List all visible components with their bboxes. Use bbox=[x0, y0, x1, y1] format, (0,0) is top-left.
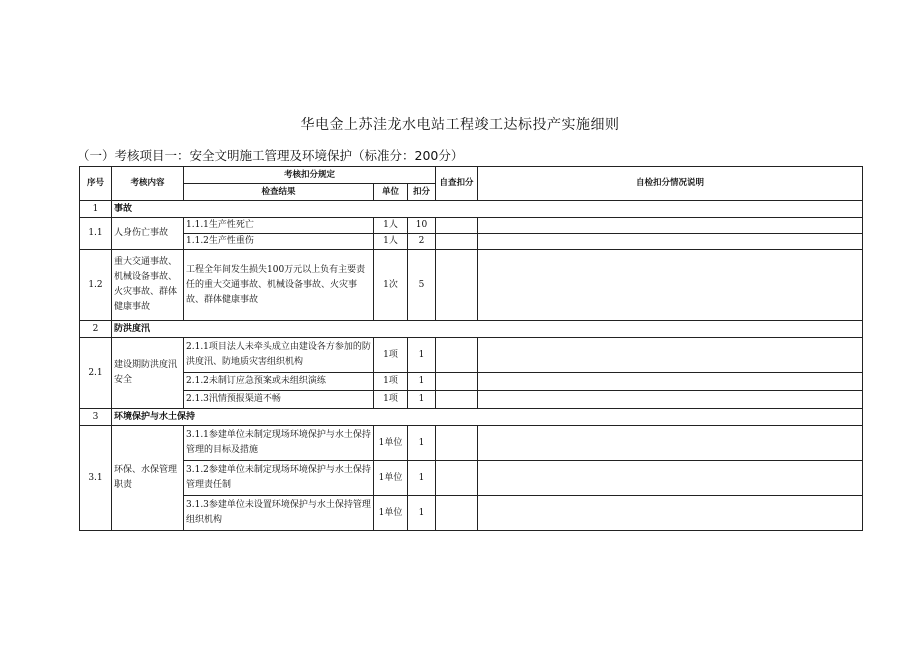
self-deduct-cell[interactable] bbox=[436, 338, 478, 373]
header-seq: 序号 bbox=[80, 167, 112, 201]
self-note-cell[interactable] bbox=[478, 234, 863, 250]
header-self-deduct: 自查扣分 bbox=[436, 167, 478, 201]
deduct-cell: 2 bbox=[408, 234, 436, 250]
header-rules: 考核扣分规定 bbox=[184, 167, 436, 184]
deduct-cell: 1 bbox=[408, 461, 436, 496]
unit-cell: 1单位 bbox=[374, 461, 408, 496]
header-result: 检查结果 bbox=[184, 184, 374, 201]
group-number: 2 bbox=[80, 321, 112, 338]
self-deduct-cell[interactable] bbox=[436, 234, 478, 250]
check-result: 3.1.1参建单位未制定现场环境保护与水土保持管理的目标及措施 bbox=[184, 426, 374, 461]
unit-cell: 1项 bbox=[374, 373, 408, 391]
self-note-cell[interactable] bbox=[478, 461, 863, 496]
header-deduct: 扣分 bbox=[408, 184, 436, 201]
self-note-cell[interactable] bbox=[478, 426, 863, 461]
unit-cell: 1人 bbox=[374, 218, 408, 234]
group-name: 事故 bbox=[112, 201, 863, 218]
sub-number: 2.1 bbox=[80, 338, 112, 409]
table-row bbox=[80, 234, 863, 250]
sub-number: 1.1 bbox=[80, 218, 112, 250]
check-result: 1.1.2生产性重伤 bbox=[184, 234, 374, 250]
check-result: 工程全年间发生损失100万元以上负有主要责任的重大交通事故、机械设备事故、火灾事故、群体健康事故 bbox=[184, 250, 374, 321]
group-name: 防洪度汛 bbox=[112, 321, 863, 338]
header-unit: 单位 bbox=[374, 184, 408, 201]
group-row bbox=[80, 201, 863, 218]
assessment-table bbox=[79, 166, 863, 531]
table-row bbox=[80, 496, 863, 531]
self-deduct-cell[interactable] bbox=[436, 373, 478, 391]
deduct-cell: 1 bbox=[408, 496, 436, 531]
group-number: 3 bbox=[80, 409, 112, 426]
deduct-cell: 5 bbox=[408, 250, 436, 321]
self-note-cell[interactable] bbox=[478, 391, 863, 409]
unit-cell: 1单位 bbox=[374, 426, 408, 461]
group-row bbox=[80, 409, 863, 426]
check-result: 2.1.3汛情预报渠道不畅 bbox=[184, 391, 374, 409]
self-note-cell[interactable] bbox=[478, 218, 863, 234]
self-deduct-cell[interactable] bbox=[436, 496, 478, 531]
table-body bbox=[80, 167, 863, 531]
self-deduct-cell[interactable] bbox=[436, 461, 478, 496]
deduct-cell: 1 bbox=[408, 338, 436, 373]
group-number: 1 bbox=[80, 201, 112, 218]
table-row bbox=[80, 250, 863, 321]
check-result: 2.1.2未制订应急预案或未组织演练 bbox=[184, 373, 374, 391]
self-deduct-cell[interactable] bbox=[436, 391, 478, 409]
deduct-cell: 10 bbox=[408, 218, 436, 234]
sub-content: 建设期防洪度汛安全 bbox=[112, 338, 184, 409]
self-deduct-cell[interactable] bbox=[436, 218, 478, 234]
check-result: 2.1.1项目法人未牵头成立由建设各方参加的防洪度汛、防地质灾害组织机构 bbox=[184, 338, 374, 373]
group-name: 环境保护与水土保持 bbox=[112, 409, 863, 426]
table-row bbox=[80, 218, 863, 234]
self-deduct-cell[interactable] bbox=[436, 250, 478, 321]
unit-cell: 1项 bbox=[374, 391, 408, 409]
self-note-cell[interactable] bbox=[478, 496, 863, 531]
sub-content: 人身伤亡事故 bbox=[112, 218, 184, 250]
header-content: 考核内容 bbox=[112, 167, 184, 201]
sub-content: 重大交通事故、机械设备事故、火灾事故、群体健康事故 bbox=[112, 250, 184, 321]
sub-number: 3.1 bbox=[80, 426, 112, 531]
header-self-note: 自检扣分情况说明 bbox=[478, 167, 863, 201]
self-deduct-cell[interactable] bbox=[436, 426, 478, 461]
check-result: 3.1.3参建单位未设置环境保护与水土保持管理组织机构 bbox=[184, 496, 374, 531]
table-row bbox=[80, 391, 863, 409]
deduct-cell: 1 bbox=[408, 373, 436, 391]
unit-cell: 1项 bbox=[374, 338, 408, 373]
table-row bbox=[80, 426, 863, 461]
table-row bbox=[80, 373, 863, 391]
document-title: 华电金上苏洼龙水电站工程竣工达标投产实施细则 bbox=[300, 117, 620, 133]
header-row bbox=[80, 167, 863, 184]
sub-number: 1.2 bbox=[80, 250, 112, 321]
group-row bbox=[80, 321, 863, 338]
deduct-cell: 1 bbox=[408, 426, 436, 461]
section-heading: （一）考核项目一：安全文明施工管理及环境保护（标准分：200分） bbox=[77, 148, 464, 163]
unit-cell: 1人 bbox=[374, 234, 408, 250]
check-result: 1.1.1生产性死亡 bbox=[184, 218, 374, 234]
check-result: 3.1.2参建单位未制定现场环境保护与水土保持管理责任制 bbox=[184, 461, 374, 496]
table-row bbox=[80, 338, 863, 373]
unit-cell: 1单位 bbox=[374, 496, 408, 531]
table-row bbox=[80, 461, 863, 496]
self-note-cell[interactable] bbox=[478, 373, 863, 391]
deduct-cell: 1 bbox=[408, 391, 436, 409]
sub-content: 环保、水保管理职责 bbox=[112, 426, 184, 531]
self-note-cell[interactable] bbox=[478, 338, 863, 373]
self-note-cell[interactable] bbox=[478, 250, 863, 321]
unit-cell: 1次 bbox=[374, 250, 408, 321]
